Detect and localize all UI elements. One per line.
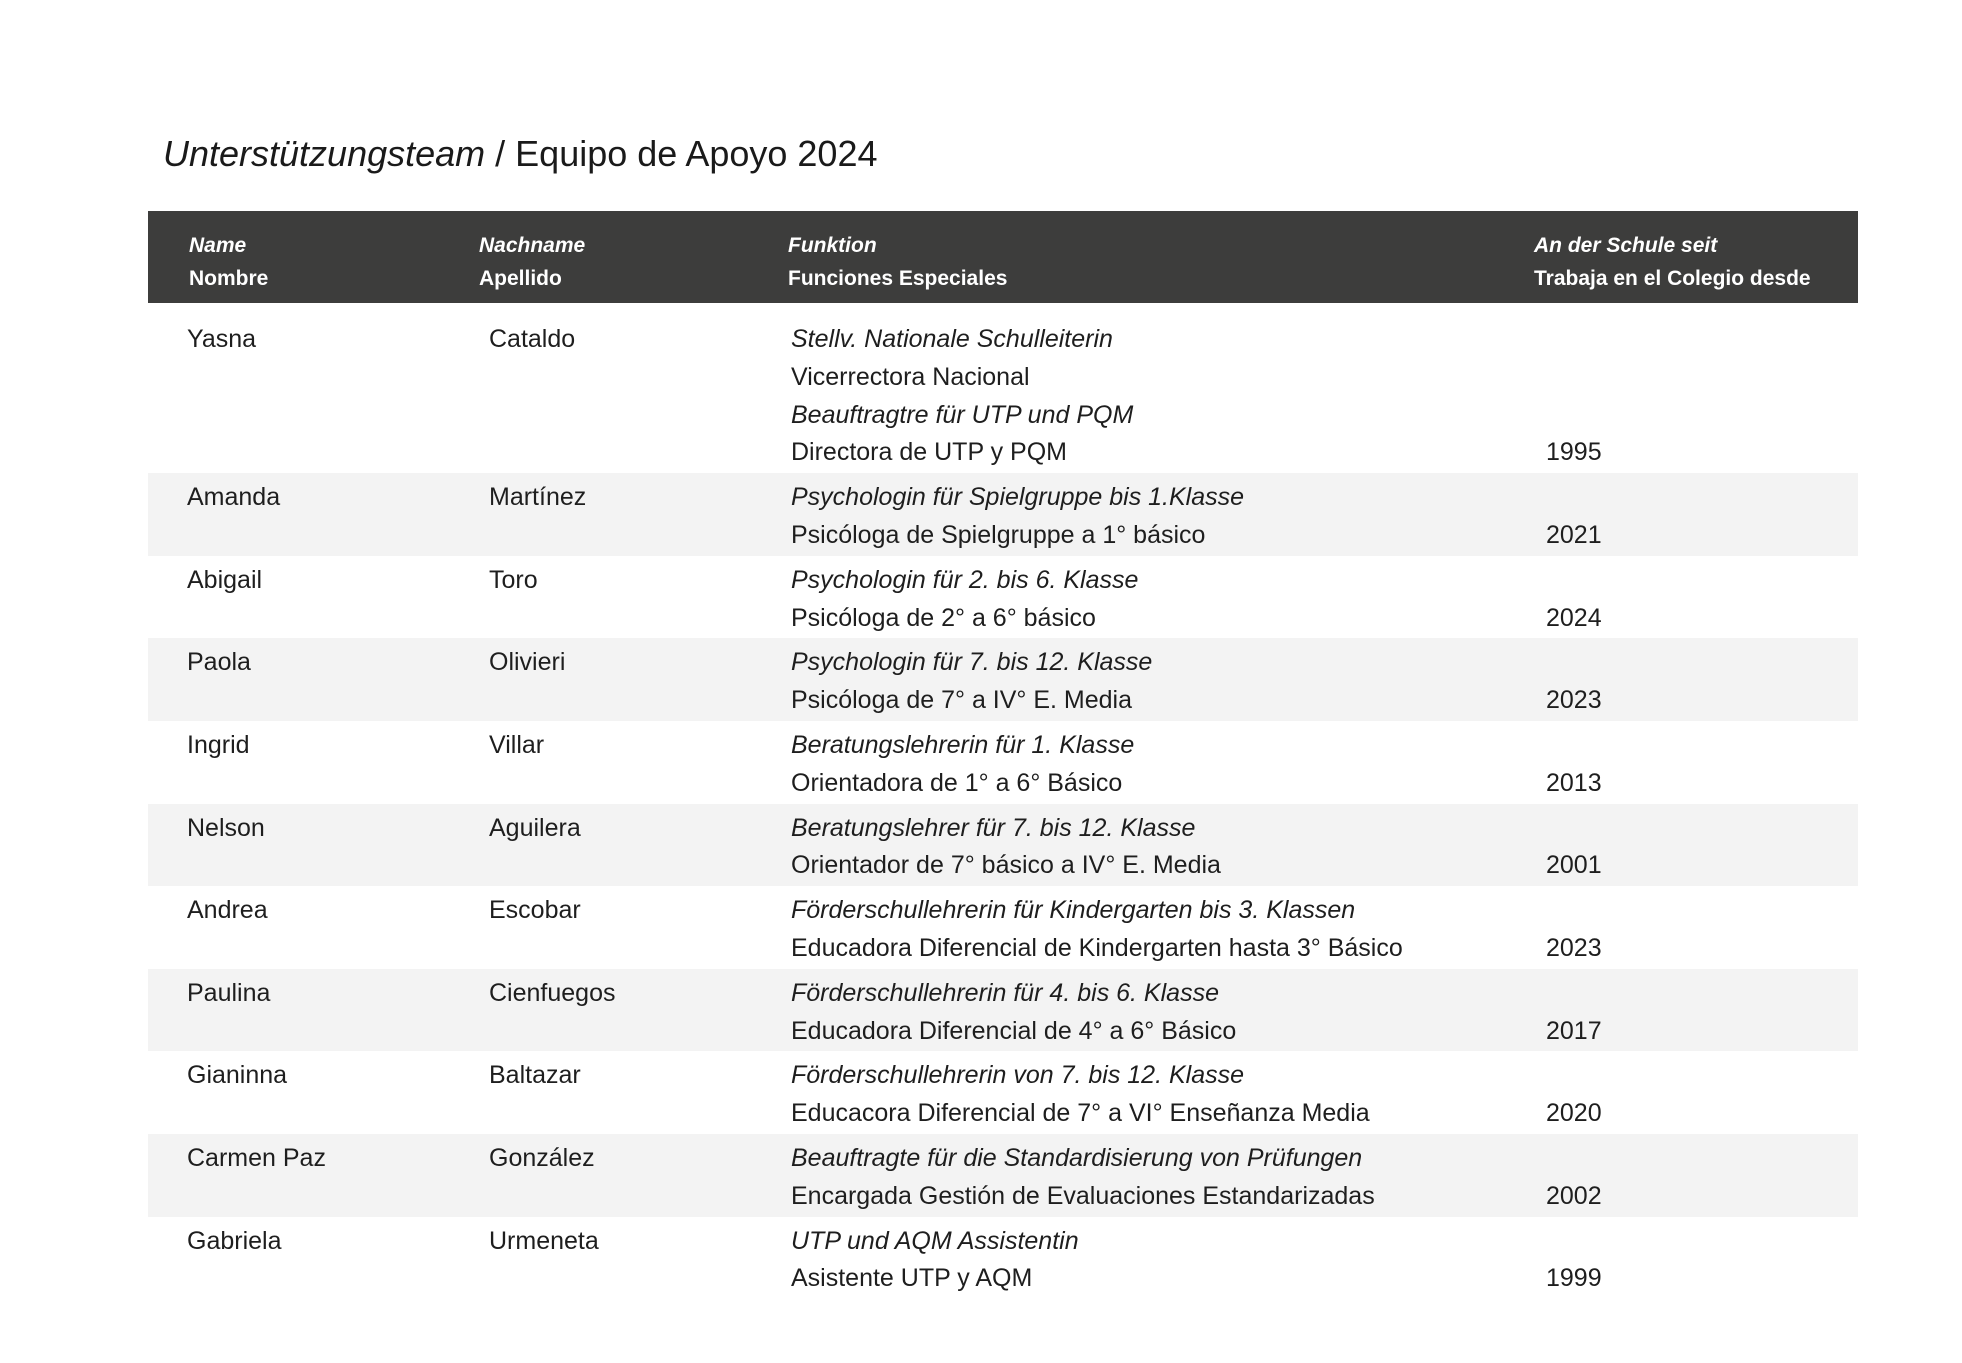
cell-name: Gabriela: [187, 1226, 282, 1255]
cell-year: 2002: [1546, 1181, 1602, 1210]
function-line-german: Förderschullehrerin für Kindergarten bis 3. Klassen: [791, 896, 1356, 925]
page-title-german: Unterstützungsteam: [163, 133, 486, 174]
table-row: [148, 1051, 1858, 1134]
cell-surname: González: [489, 1143, 595, 1172]
cell-year: 2024: [1546, 603, 1602, 632]
cell-function: [791, 975, 1858, 1051]
function-line-german: Förderschullehrerin für 4. bis 6. Klasse: [791, 978, 1219, 1007]
cell-function: [791, 321, 1858, 472]
cell-year: 1999: [1546, 1264, 1602, 1293]
cell-function: [791, 644, 1858, 720]
function-line-german: Beratungslehrer für 7. bis 12. Klasse: [791, 813, 1196, 842]
header-since: [1534, 229, 1811, 295]
header-surname-es: Apellido: [479, 267, 562, 290]
table-row: [148, 638, 1858, 721]
cell-function: [791, 727, 1858, 803]
function-line-spanish: Psicóloga de 7° a IV° E. Media: [791, 686, 1133, 715]
cell-year: 2017: [1546, 1016, 1602, 1045]
function-line-spanish: Orientador de 7° básico a IV° E. Media: [791, 851, 1221, 880]
function-line-spanish: Educacora Diferencial de 7° a VI° Enseñanza Media: [791, 1099, 1370, 1128]
function-line-spanish: Educadora Diferencial de 4° a 6° Básico: [791, 1016, 1237, 1045]
function-line-spanish: Vicerrectora Nacional: [791, 362, 1030, 391]
cell-surname: Aguilera: [489, 813, 581, 842]
function-line-spanish: Psicóloga de 2° a 6° básico: [791, 603, 1096, 632]
cell-year: 2020: [1546, 1099, 1602, 1128]
function-line-german: Psychologin für 2. bis 6. Klasse: [791, 565, 1139, 594]
cell-surname: Cienfuegos: [489, 978, 616, 1007]
function-line-spanish: Asistente UTP y AQM: [791, 1264, 1033, 1293]
cell-name: Ingrid: [187, 730, 250, 759]
table-row: [148, 556, 1858, 639]
cell-surname: Olivieri: [489, 648, 566, 677]
cell-surname: Villar: [489, 730, 545, 759]
function-line-german: Förderschullehrerin von 7. bis 12. Klasse: [791, 1061, 1245, 1090]
cell-surname: Cataldo: [489, 325, 576, 353]
cell-name: Gianinna: [187, 1061, 288, 1090]
header-surname: [479, 229, 585, 295]
support-team-table: [148, 211, 1858, 1299]
function-line-german: Psychologin für 7. bis 12. Klasse: [791, 648, 1153, 677]
cell-year: 2013: [1546, 768, 1602, 797]
function-line-german: Beauftragtre für UTP und PQM: [791, 400, 1134, 429]
cell-year: 1995: [1546, 438, 1602, 467]
table-row: [148, 804, 1858, 887]
cell-year: 2023: [1546, 686, 1602, 715]
cell-year: 2023: [1546, 933, 1602, 962]
page-title-spanish: / Equipo de Apoyo 2024: [485, 133, 878, 174]
cell-name: Abigail: [187, 565, 263, 594]
table-header: [148, 211, 1858, 303]
cell-name: Nelson: [187, 813, 265, 842]
table-row: [148, 969, 1858, 1052]
cell-surname: Urmeneta: [489, 1226, 599, 1255]
function-line-german: Stellv. Nationale Schulleiterin: [791, 325, 1113, 353]
function-line-spanish: Directora de UTP y PQM: [791, 438, 1068, 467]
cell-name: Amanda: [187, 483, 281, 512]
function-line-german: Beratungslehrerin für 1. Klasse: [791, 730, 1135, 759]
cell-function: [791, 1223, 1858, 1299]
function-line-german: Psychologin für Spielgruppe bis 1.Klasse: [791, 483, 1245, 512]
header-name-de: Name: [189, 234, 247, 257]
table-row: [148, 1134, 1858, 1217]
header-name-es: Nombre: [189, 267, 269, 290]
table-row: [148, 721, 1858, 804]
header-name: [189, 229, 268, 295]
function-line-spanish: Educadora Diferencial de Kindergarten hasta 3° Básico: [791, 933, 1403, 962]
header-surname-de: Nachname: [479, 234, 586, 257]
header-function-es: Funciones Especiales: [788, 267, 1008, 290]
function-line-spanish: Psicóloga de Spielgruppe a 1° básico: [791, 520, 1206, 549]
cell-function: [791, 1140, 1858, 1216]
cell-name: Carmen Paz: [187, 1143, 326, 1172]
header-function-de: Funktion: [788, 234, 877, 257]
function-line-german: Beauftragte für die Standardisierung von Prüfungen: [791, 1143, 1363, 1172]
cell-function: [791, 892, 1858, 968]
cell-year: 2001: [1546, 851, 1602, 880]
cell-name: Paulina: [187, 978, 271, 1007]
header-function: [788, 229, 1007, 295]
cell-surname: Toro: [489, 565, 538, 594]
cell-name: Yasna: [187, 325, 257, 353]
function-line-spanish: Encargada Gestión de Evaluaciones Estandarizadas: [791, 1181, 1375, 1210]
cell-surname: Baltazar: [489, 1061, 581, 1090]
cell-name: Andrea: [187, 896, 268, 925]
cell-function: [791, 810, 1858, 886]
page-title: [163, 130, 877, 178]
cell-year: 2021: [1546, 520, 1602, 549]
function-line-spanish: Orientadora de 1° a 6° Básico: [791, 768, 1123, 797]
cell-function: [791, 479, 1858, 555]
header-since-es: Trabaja en el Colegio desde: [1534, 267, 1811, 290]
cell-name: Paola: [187, 648, 251, 677]
cell-surname: Escobar: [489, 896, 581, 925]
table-body: [148, 315, 1858, 1299]
header-since-de: An der Schule seit: [1534, 234, 1718, 257]
cell-function: [791, 1057, 1858, 1133]
table-row: [148, 473, 1858, 556]
cell-surname: Martínez: [489, 483, 587, 512]
function-line-german: UTP und AQM Assistentin: [791, 1226, 1079, 1255]
cell-function: [791, 562, 1858, 638]
table-row: [148, 1217, 1858, 1300]
table-row: [148, 315, 1858, 473]
table-row: [148, 886, 1858, 969]
